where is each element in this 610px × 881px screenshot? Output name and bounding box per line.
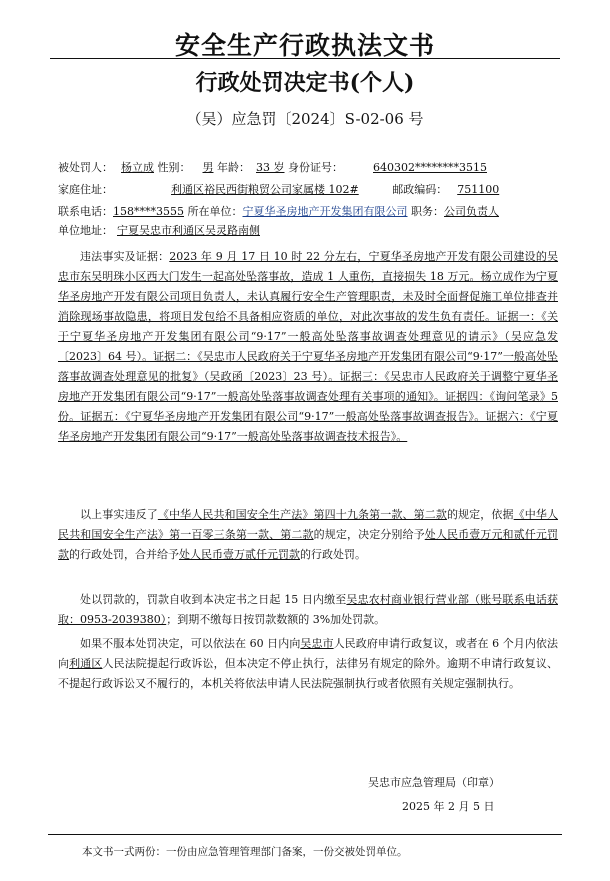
penalty-text-d: 的行政处罚，合并给予 — [69, 548, 179, 561]
document-number: （吴）应急罚〔2024〕S-02-06 号 — [186, 110, 424, 128]
gender-label: 性别： — [157, 161, 191, 174]
appeal-paragraph — [58, 634, 558, 694]
info-row-4 — [58, 223, 578, 239]
phone-label: 联系电话： — [58, 205, 113, 218]
postcode-label: 邮政编码： — [392, 183, 448, 196]
employer-value: 宁夏华圣房地产开发集团有限公司 — [242, 205, 408, 218]
postcode-value: 751100 — [457, 183, 500, 196]
name-value: 杨立成 — [121, 161, 154, 174]
facts-label: 违法事实及证据： — [80, 250, 170, 263]
fine-separate: 处人民币壹万元和贰仟元罚款 — [58, 528, 559, 561]
payment-bank: 吴忠农村商业银行营业部（账号联系电话获取：0953-2039380） — [58, 593, 558, 626]
penalty-text-a: 以上事实违反了 — [80, 508, 158, 521]
penalty-paragraph — [58, 505, 558, 565]
position-label: 职务： — [411, 205, 444, 218]
name-label: 被处罚人： — [58, 161, 113, 174]
violated-law: 《中华人民共和国安全生产法》第四十九条第一款、第二款 — [157, 508, 447, 521]
age-label: 年龄： — [217, 161, 250, 174]
issue-date: 2025 年 2 月 5 日 — [402, 800, 495, 813]
fine-combined: 处人民币壹万贰仟元罚款 — [179, 548, 300, 561]
document-subtitle: 行政处罚决定书(个人) — [195, 70, 415, 96]
penalty-text-b: 的规定，依据 — [446, 508, 514, 521]
address-value: 利通区裕民西街粮贸公司家属楼 102# — [171, 183, 359, 196]
facts-paragraph — [58, 247, 558, 447]
payment-text-a: 处以罚款的，罚款自收到本决定书之日起 15 日内缴至 — [80, 593, 347, 606]
employer-address-value: 宁夏吴忠市利通区吴灵路南侧 — [117, 224, 260, 237]
appeal-court: 利通区 — [69, 657, 103, 670]
info-row-1 — [58, 160, 578, 176]
appeal-text-b: 人民政府申请行政复议，或者在 6 个月内依法向 — [58, 637, 558, 670]
basis-law: 《中华人民共和国安全生产法》第一百零三条第一款、第二款 — [58, 508, 559, 541]
footer-rule — [48, 834, 562, 835]
age-value: 33 岁 — [256, 161, 285, 174]
id-value: 640302********3515 — [373, 161, 487, 174]
employer-address-label: 单位地址： — [58, 224, 113, 237]
issuing-authority: 吴忠市应急管理局（印章） — [368, 776, 500, 789]
id-label: 身份证号： — [288, 161, 343, 174]
position-value: 公司负责人 — [444, 205, 499, 218]
appeal-government: 吴忠市 — [300, 637, 334, 650]
info-row-3 — [58, 204, 578, 220]
info-row-2 — [58, 182, 578, 198]
gender-value: 男 — [202, 161, 214, 174]
appeal-text-a: 如果不服本处罚决定，可以依法在 60 日内向 — [80, 637, 301, 650]
footer-note: 本文书一式两份：一份由应急管理管理部门备案，一份交被处罚单位。 — [82, 846, 408, 858]
facts-text: 2023 年 9 月 17 日 10 时 22 分左右，宁夏华圣房地产开发有限公司建设的吴忠市东吴明珠小区西大门发生一起高处坠落事故，造成 1 人重伤，直接损失 18 万元。杨立成作为宁夏华圣房地产开发有限公司项目负责人，未认真履行安全生产管理职责，未及时全面督促施工单位排查并消除现场事故隐患，将项目发包给不具备相应资质的单位，对此次事故的发生负有责任。证据一：《关于宁夏华圣房地产开发集团有限公司“9·17”一般高处坠落事故调查处理意见的请示》（吴应急发〔2023〕64 号）。证据二：《吴忠市人民政府关于宁夏华圣房地产开发集团有限公司“9·17”一般高处坠落事故调查处理意见的批复》（吴政函〔2023〕23 号）。证据三：《吴忠市人民政府关于调整宁夏华圣房地产开发集团有限公司“9·17”一般高处坠落事故调查处理有关事项的通知》。证据四：《询问笔录》5 份。证据五：《宁夏华圣房地产开发集团有限公司“9·17”一般高处坠落事故调查报告》。证据六：《宁夏华圣房地产开发集团有限公司“9·17”一般高处坠落事故调查技术报告》。 — [58, 250, 559, 443]
penalty-text-e: 的行政处罚。 — [300, 548, 366, 561]
appeal-text-c: 人民法院提起行政诉讼，但本决定不停止执行，法律另有规定的除外。逾期不申请行政复议、不提起行政诉讼又不履行的，本机关将依法申请人民法院强制执行或者依照有关规定强制执行。 — [58, 657, 559, 690]
phone-value: 158****3555 — [113, 205, 184, 218]
payment-paragraph — [58, 590, 558, 630]
document-title: 安全生产行政执法文书 — [174, 31, 435, 60]
title-rule — [50, 58, 560, 59]
address-label: 家庭住址： — [58, 183, 113, 196]
penalty-text-c: 的规定，决定分别给予 — [313, 528, 425, 541]
employer-label: 所在单位： — [187, 205, 243, 218]
payment-text-b: ；到期不缴每日按罚款数额的 3%加处罚款。 — [166, 613, 386, 626]
